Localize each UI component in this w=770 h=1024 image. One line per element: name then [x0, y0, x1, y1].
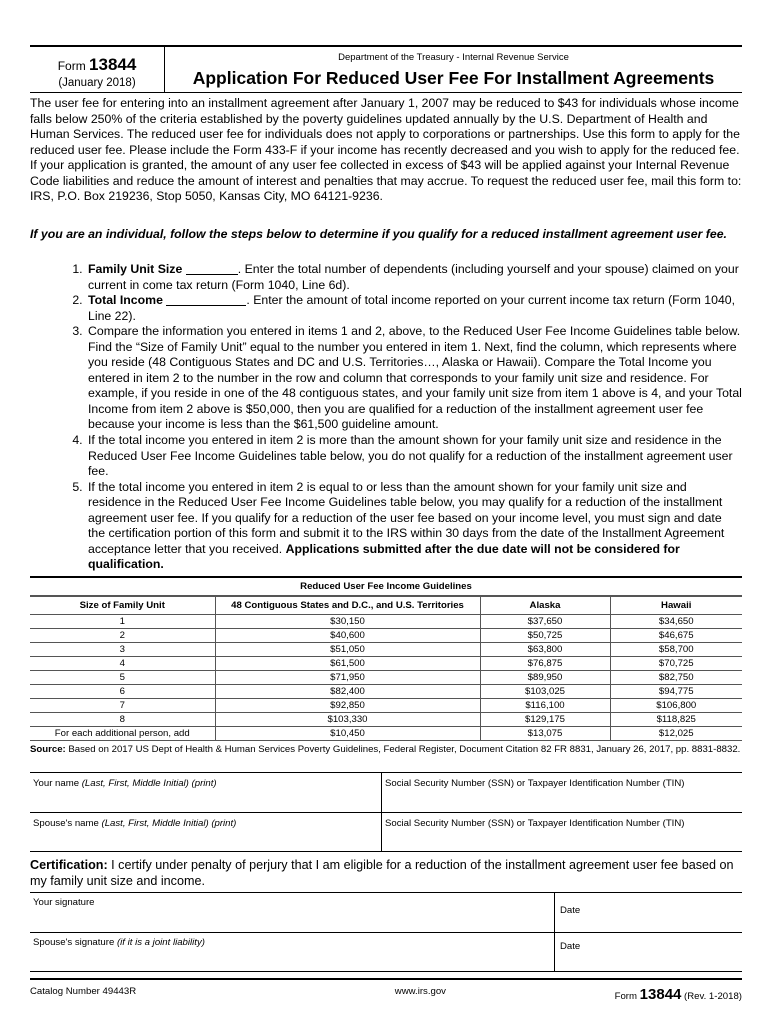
table-cell: $129,175 [480, 713, 610, 727]
table-cell: $63,800 [480, 643, 610, 657]
catalog-number: Catalog Number 49443R [30, 986, 137, 997]
table-row [30, 615, 742, 629]
table-row [30, 713, 742, 727]
steps-list [30, 262, 742, 573]
form-header [30, 45, 742, 93]
table-cell: $70,725 [610, 657, 742, 671]
form-number: 13844 [89, 55, 137, 74]
spouse-name-field[interactable]: Spouse's name (Last, First, Middle Initial) (print) [30, 813, 382, 851]
your-name-field[interactable]: Your name (Last, First, Middle Initial) (print) [30, 773, 382, 812]
spouse-signature-field[interactable]: Spouse's signature (if it is a joint liability) [30, 933, 555, 971]
income-guidelines-table [30, 576, 742, 741]
step-3: 3. Compare the information you entered in items 1 and 2, above, to the Reduced User Fee Income Guidelines table below. Find the “Size of Family Unit” equal to the number you entered in item 1. Next, find the column, which represents where you reside (48 Contiguous States and DC and U.S. Territories…, Alaska or Hawaii). Compare the Total Income you entered in item 2 to the number in the row and column that corresponds to your family unit size and residence. For example, if you reside in one of the 48 contiguous states, and your family unit size from item 1 above is 4, and your Total Income from item 2 above is $50,000, then you are qualified for a reduction of the installment agreement user fee because your income is less than the $61,500 guideline amount. [86, 324, 742, 433]
table-cell: 6 [30, 685, 215, 699]
table-cell: $103,025 [480, 685, 610, 699]
table-row [30, 629, 742, 643]
table-cell: $82,750 [610, 671, 742, 685]
form-title: Application For Reduced User Fee For Installment Agreements [192, 68, 715, 88]
table-cell: 3 [30, 643, 215, 657]
step-5: 5. If the total income you entered in item 2 is equal to or less than the amount shown for your family unit size and residence in the Reduced User Fee Income Guidelines table below, you may qualify for a reduction of the installment agreement user fee. If you qualify for a reduction of the user fee based on your income level, you must sign and date the certification portion of this form and submit it to the IRS within 30 days from the date of the Installment Agreement acceptance letter that you received. Applications submitted after the due date will not be considered for qualification. [86, 480, 742, 573]
table-cell: $116,100 [480, 699, 610, 713]
step-2: 2. Total Income . Enter the amount of total income reported on your current income tax return (Form 1040, Line 22). [86, 293, 742, 324]
table-cell: $82,400 [215, 685, 480, 699]
col-header: Hawaii [610, 597, 742, 615]
table-row [30, 685, 742, 699]
source-note: Source: Based on 2017 US Dept of Health & Human Services Poverty Guidelines, Federal Register, Document Citation 82 FR 8831, January 26, 2017, pp. 8831-8832. [30, 744, 741, 755]
form-id-box [30, 47, 165, 92]
ssn-field[interactable]: Social Security Number (SSN) or Taxpayer Identification Number (TIN) [385, 778, 685, 789]
col-header: 48 Contiguous States and D.C., and U.S. Territories [215, 597, 480, 615]
spouse-signature-row [30, 932, 742, 972]
table-cell: $103,330 [215, 713, 480, 727]
table-cell: $118,825 [610, 713, 742, 727]
table-cell: $106,800 [610, 699, 742, 713]
name-row [30, 772, 742, 812]
spouse-row [30, 812, 742, 852]
footer-form-id: Form 13844 (Rev. 1-2018) [614, 986, 742, 1003]
step-4: 4. If the total income you entered in item 2 is more than the amount shown for your family unit size and residence in the Reduced User Fee Income Guidelines table below, you do not qualify for a reduction of the installment agreement user fee. [86, 433, 742, 480]
your-signature-field[interactable]: Your signature [30, 893, 555, 932]
certification-statement: Certification: I certify under penalty of perjury that I am eligible for a reduction of the installment agreement user fee based on my family unit size and income. [30, 858, 734, 888]
table-cell: $10,450 [215, 727, 480, 741]
form-date: (January 2018) [58, 77, 136, 89]
table-cell: $58,700 [610, 643, 742, 657]
table-cell: $76,875 [480, 657, 610, 671]
table-cell: $71,950 [215, 671, 480, 685]
step-1: 1. Family Unit Size . Enter the total number of dependents (including yourself and your spouse) claimed on your current in come tax return (Form 1040, Line 6d). [86, 262, 742, 293]
footer [30, 978, 742, 1003]
table-row [30, 727, 742, 741]
table-cell: 4 [30, 657, 215, 671]
your-signature-row [30, 892, 742, 932]
table-cell: $12,025 [610, 727, 742, 741]
col-header: Size of Family Unit [30, 597, 215, 615]
intro-paragraph: The user fee for entering into an installment agreement after January 1, 2007 may be reduced to $43 for individuals whose income falls below 250% of the criteria established by the poverty guidelines updated annually by the U.S. Department of Health and Human Services. The reduced user fee for individuals does not apply to corporations or partnerships. Use this form to apply for the reduced user fee. Please include the Form 433-F if your income has recently decreased and you wish to apply for the reduced fee. If your application is granted, the amount of any user fee collected in excess of $43 will be applied against your Internal Revenue Code liabilities and reduce the amount of interest and penalties that may accrue. To request the reduced user fee, mail this form to: IRS, P.O. Box 219236, Stop 5050, Kansas City, MO 64121-9236. [30, 96, 742, 204]
table-row [30, 643, 742, 657]
col-header: Alaska [480, 597, 610, 615]
table-cell: $37,650 [480, 615, 610, 629]
table-cell: 5 [30, 671, 215, 685]
table-cell: $46,675 [610, 629, 742, 643]
table-cell: $30,150 [215, 615, 480, 629]
spouse-date-field[interactable]: Date [560, 941, 581, 952]
table-cell: For each additional person, add [30, 727, 215, 741]
total-income-input[interactable] [166, 294, 246, 306]
table-cell: 2 [30, 629, 215, 643]
spouse-ssn-field[interactable]: Social Security Number (SSN) or Taxpayer Identification Number (TIN) [385, 818, 685, 829]
table-cell: $50,725 [480, 629, 610, 643]
table-cell: 1 [30, 615, 215, 629]
table-caption: Reduced User Fee Income Guidelines [30, 578, 742, 596]
table-row [30, 699, 742, 713]
irs-url[interactable]: www.irs.gov [394, 986, 446, 997]
table-cell: 7 [30, 699, 215, 713]
table-cell: $61,500 [215, 657, 480, 671]
table-cell: $40,600 [215, 629, 480, 643]
family-unit-size-input[interactable] [186, 263, 238, 275]
table-cell: $13,075 [480, 727, 610, 741]
table-cell: $94,775 [610, 685, 742, 699]
table-cell: $89,950 [480, 671, 610, 685]
table-cell: 8 [30, 713, 215, 727]
table-row [30, 657, 742, 671]
table-row [30, 671, 742, 685]
date-field[interactable]: Date [560, 905, 581, 916]
instructions-heading: If you are an individual, follow the steps below to determine if you qualify for a reduced installment agreement user fee. [30, 227, 727, 241]
form-label: Form [57, 59, 86, 73]
table-cell: $51,050 [215, 643, 480, 657]
table-cell: $34,650 [610, 615, 742, 629]
table-cell: $92,850 [215, 699, 480, 713]
department: Department of the Treasury - Internal Revenue Service [338, 52, 569, 63]
